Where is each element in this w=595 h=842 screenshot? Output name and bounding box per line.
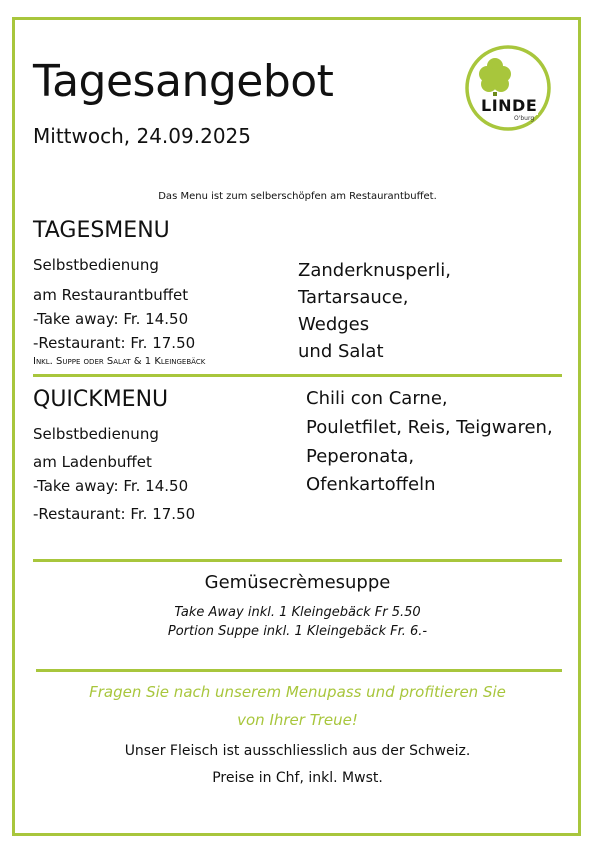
tagesmenu-line: Selbstbedienung (33, 256, 159, 274)
buffet-note: Das Menu ist zum selberschöpfen am Restaurantbuffet. (158, 191, 437, 202)
page-title: Tagesangebot (33, 56, 334, 107)
date: Mittwoch, 24.09.2025 (33, 124, 251, 148)
tagesmenu-dish-line: Zanderknusperli, (298, 260, 451, 281)
quickmenu-heading: QUICKMENU (33, 387, 169, 412)
quickmenu-dish-line: Peperonata, (306, 446, 415, 467)
logo-subtitle: O'burg (514, 115, 535, 122)
divider (33, 374, 562, 377)
quickmenu-dish-line: Chili con Carne, (306, 388, 448, 409)
tagesmenu-dish-line: Tartarsauce, (298, 287, 409, 308)
tagesmenu-line: -Restaurant: Fr. 17.50 (33, 334, 196, 352)
tree-icon (460, 44, 556, 134)
tagesmenu-dish-line: und Salat (298, 341, 384, 362)
logo-brand: LINDE (481, 96, 538, 115)
quickmenu-line: -Take away: Fr. 14.50 (33, 477, 189, 495)
soup-price-line: Portion Suppe inkl. 1 Kleingebäck Fr. 6.- (167, 624, 428, 639)
quickmenu-dish-line: Ofenkartoffeln (306, 474, 436, 495)
tagesmenu-heading: TAGESMENU (33, 218, 170, 243)
quickmenu-line: -Restaurant: Fr. 17.50 (33, 505, 196, 523)
footer-line: Unser Fleisch ist ausschliesslich aus der Schweiz. (124, 743, 471, 759)
footer-line: Preise in Chf, inkl. Mwst. (212, 770, 383, 786)
tagesmenu-line: am Restaurantbuffet (33, 286, 189, 304)
divider (36, 669, 562, 672)
quickmenu-line: am Ladenbuffet (33, 453, 152, 471)
soup-title: Gemüsecrèmesuppe (204, 572, 391, 593)
promo-line: Fragen Sie nach unserem Menupass und profitieren Sie (89, 683, 506, 701)
divider (33, 559, 562, 562)
tagesmenu-dish-line: Wedges (298, 314, 370, 335)
quickmenu-line: Selbstbedienung (33, 425, 159, 443)
quickmenu-dish-line: Pouletfilet, Reis, Teigwaren, (306, 417, 553, 438)
soup-price-line: Take Away inkl. 1 Kleingebäck Fr 5.50 (174, 605, 421, 620)
linde-logo (460, 44, 556, 134)
tagesmenu-footnote: Inkl. Suppe oder Salat & 1 Kleingebäck (33, 356, 206, 367)
tagesmenu-line: -Take away: Fr. 14.50 (33, 310, 189, 328)
promo-line: von Ihrer Treue! (237, 711, 358, 729)
